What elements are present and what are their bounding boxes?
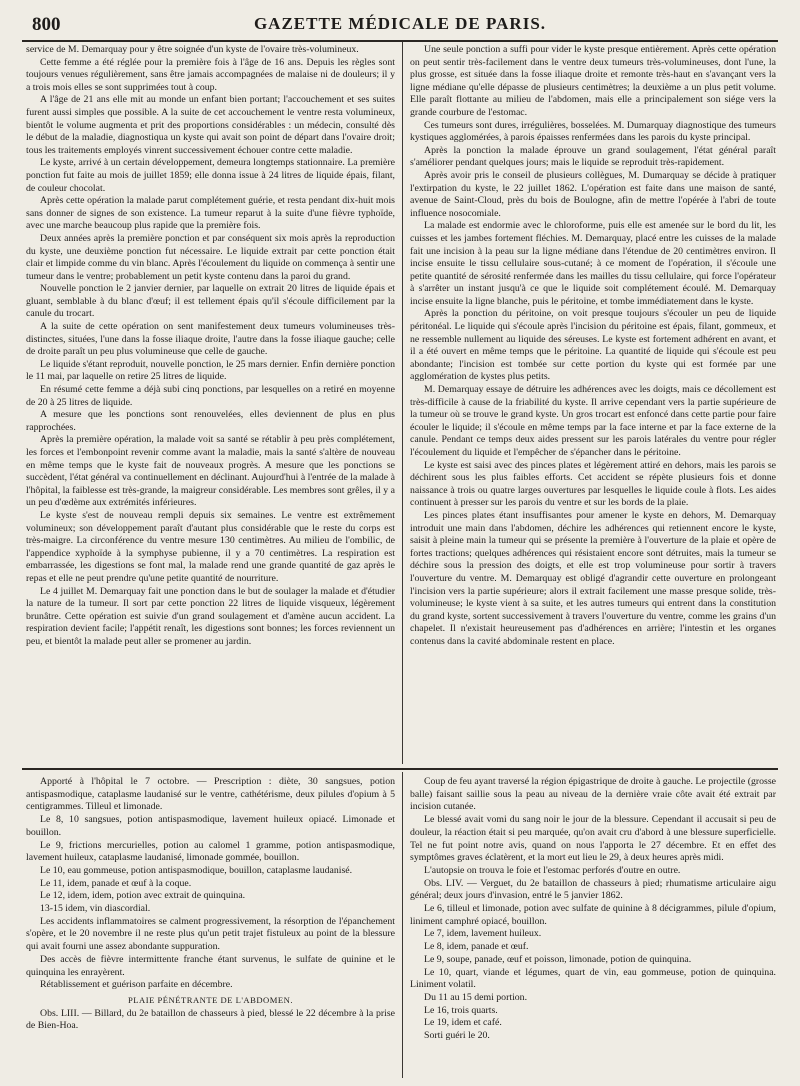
paragraph: Rétablissement et guérison parfaite en décembre.: [40, 979, 233, 991]
paragraph: A l'âge de 21 ans elle mit au monde un enfant bien portant; l'accouchement et ses suites furent aussi simples que possible. A la suite de cet accouchement le ventre resta volumineux, bientôt le volume augmenta et prit des proportions considérables : un médecin, consulté dès le début de la maladie, diagnostiqua un kyste qui avait son point de départ dans l'ovaire droit; tous les traitements employés vinrent successivement échouer contre cette maladie.: [26, 94, 395, 156]
paragraph: Nouvelle ponction le 2 janvier dernier, par laquelle on extrait 20 litres de liquide épais et gluant, semblable à du blanc d'œuf; il est tellement épais qu'il s'écoule difficilement par la canule du trocart.: [26, 283, 395, 320]
paragraph: Du 11 au 15 demi portion.: [424, 991, 528, 1003]
lower-right-column: [410, 776, 776, 1076]
paragraph: Le blessé avait vomi du sang noir le jour de la blessure. Cependant il accusait si peu de douleur, la réaction était si peu marquée, qu'on avait cru d'abord à une blessure superficielle. Tel ne fut point notre avis, quand on nous l'apporta le 27 décembre. Et en effet des symptômes graves éclatèrent, et la mort eut lieu le 29, à deux heures après midi.: [410, 814, 776, 864]
paragraph: Sorti guéri le 20.: [424, 1030, 490, 1042]
paragraph: Après la ponction la malade éprouve un grand soulagement, l'état général paraît s'améliorer pendant quelques jours; mais le liquide se reproduit très-rapidement.: [410, 144, 776, 169]
paragraph: Le kyste est saisi avec des pinces plates et légèrement attiré en dehors, mais les parois se déchirent sous les plus faibles efforts. Cet accident se répète plusieurs fois et donne naissance à trois ou quatre larges ouvertures par lesquelles le liquide coule à flots. Les aides continuent à presser sur les parois du ventre et sur les bords de la plaie.: [410, 459, 776, 509]
paragraph: Après la ponction du péritoine, on voit presque toujours s'écouler un peu de liquide péritonéal. Le liquide qui s'écoule après l'incision du péritoine est épais, filant, gommeux, et ne ressemble nullement au liquide des séreuses. Le kyste est fortement adhérent en avant, et il a été ouvert en même temps que le péritoine. La quantité de liquide qui s'écoule est peu abondante; l'incision est tombée sur cette portion du kyste qui est formée par une agglomération de kystes plus petits.: [410, 308, 776, 383]
paragraph: Le 7, idem, lavement huileux.: [424, 928, 542, 940]
paragraph: A la suite de cette opération on sent manifestement deux tumeurs volumineuses très-distinctes, situées, l'une dans la fosse iliaque droite, l'autre dans la fosse iliaque gauche; celle de droite paraît un peu plus volumineuse que celle de gauche.: [26, 321, 395, 358]
paragraph: Le kyste, arrivé à un certain développement, demeura longtemps stationnaire. La première ponction fut faite au mois de juillet 1859; elle donna issue à 24 litres de liquide épais, filant, de couleur chocolat.: [26, 157, 395, 194]
paragraph: Le 16, trois quarts.: [424, 1004, 498, 1016]
paragraph: En résumé cette femme a déjà subi cinq ponctions, par lesquelles on a retiré en moyenne de 20 à 25 litres de liquide.: [26, 384, 395, 408]
paragraph: M. Demarquay essaye de détruire les adhérences avec les doigts, mais ce décollement est très-difficile à cause de la friabilité du kyste. Il arrive cependant vers la partie supérieure de la tumeur où se trouve le grand kyste. Un gros trocart est enfoncé dans cette partie pour faire écouler le liquide; il s'écoule en même temps par la face interne et par la face externe de la canule. Pendant ce temps deux aides pressent sur les parois latérales du ventre pour régler l'écoulement du liquide et l'empêcher de s'épancher dans le péritoine.: [410, 384, 776, 458]
paragraph: Le 12, idem, idem, potion avec extrait de quinquina.: [40, 890, 246, 902]
paragraph: Les accidents inflammatoires se calment progressivement, la résorption de l'épanchement s'opère, et le 20 novembre il ne reste plus qu'un petit trajet fistuleux au point de la blessure qui avait fourni une assez abondante suppuration.: [26, 915, 395, 953]
page-header: [22, 6, 778, 40]
page-number: 800: [32, 14, 61, 35]
paragraph: Après cette opération la malade parut complétement guérie, et resta pendant dix-huit mois sans donner de signes de son existence. La tumeur reparut à la suite d'une fièvre typhoïde, avec une marche beaucoup plus rapide que la première fois.: [26, 195, 395, 232]
paragraph: Le 6, tilleul et limonade, potion avec sulfate de quinine à 8 décigrammes, pilule d'opium, liniment camphré opiacé, bouillon.: [410, 903, 776, 927]
upper-column-divider: [402, 42, 403, 764]
paragraph: Le 19, idem et café.: [424, 1017, 502, 1029]
lower-left-column: [26, 776, 395, 1076]
paragraph: Deux années après la première ponction et par conséquent six mois après la reproduction du kyste, une deuxième ponction fut nécessaire. Le liquide extrait par cette ponction était clair et limpide comme du vin blanc. Après l'écoulement du liquide on commença à sentir une tumeur dans le ventre; probablement un petit kyste contenu dans la paroi du grand.: [26, 232, 395, 282]
upper-right-column: [410, 44, 776, 760]
paragraph: Le 10, quart, viande et légumes, quart de vin, eau gommeuse, potion de quinquina. Liniment volatil.: [410, 966, 776, 991]
paragraph: Après la première opération, la malade voit sa santé se rétablir à peu près complétement, les forces et l'embonpoint revenir comme avant la maladie, mais la santé s'altère de nouveau en même temps que le kyste fait de nouveaux progrès. A mesure que les ponctions se succèdent, l'état général va continuellement en déclinant. Aujourd'hui à l'entrée de la malade à l'hôpital, la faiblesse est très-grande, la maigreur considérable. Les membres sont grêles, il y a un peu d'œdème aux extrémités inférieures.: [26, 434, 395, 509]
header-rule: [22, 40, 778, 42]
paragraph: Apporté à l'hôpital le 7 octobre. — Prescription : diète, 30 sangsues, potion antispasmodique, cataplasme laudanisé sur le ventre, cathétérisme, deux pilules d'opium à 5 centigrammes. Tilleul et limonade.: [26, 776, 395, 813]
observation-heading: Obs. LIII. — Billard, du 2e bataillon de chasseurs à pied, blessé le 22 décembre à la prise de Bien-Hoa.: [26, 1007, 395, 1032]
paragraph: Le 4 juillet M. Demarquay fait une ponction dans le but de soulager la malade et d'étudier la nature de la tumeur. Il sort par cette ponction 22 litres de liquide visqueux, légèrement brunâtre. Cette opération est suivie d'un grand soulagement et d'amène aucun accident. La respiration devient facile; l'appétit renaît, les digestions sont bonnes; les forces reviennent un peu, et bientôt la malade peut aller se promener au jardin.: [26, 585, 395, 647]
paragraph: Coup de feu ayant traversé la région épigastrique de droite à gauche. Le projectile (grosse balle) faisant saillie sous la peau au niveau de la dernière vraie côte avait été extrait par incision cutanée.: [410, 776, 776, 813]
paragraph: Le liquide s'étant reproduit, nouvelle ponction, le 25 mars dernier. Enfin dernière ponction le 11 mai, par laquelle on retire 25 litres de liquide.: [26, 358, 395, 383]
running-title: GAZETTE MÉDICALE DE PARIS.: [253, 14, 547, 33]
paragraph: Cette femme a été réglée pour la première fois à l'âge de 16 ans. Depuis les règles sont toujours venues régulièrement, sans être jamais accompagnées de malaise ni de douleurs; il y a trois mois elles se sont supprimées tout à coup.: [26, 56, 395, 93]
upper-left-column: [26, 44, 395, 760]
paragraph: Le 8, idem, panade et œuf.: [424, 941, 529, 953]
lower-column-divider: [402, 772, 403, 1078]
paragraph: Le kyste s'est de nouveau rempli depuis six semaines. Le ventre est extrêmement volumineux; son développement paraît d'autant plus considérable que le reste du corps est très-maigre. La circonférence du ventre mesure 130 centimètres. Au milieu de l'ombilic, de l'appendice xyphoïde à la symphyse pubienne, il y a 70 centimètres. La respiration est embarrassée, les digestions se font mal, la malade rend une grande quantité de gaz après le repas et elle ne peut prendre qu'une petite quantité de nourriture.: [26, 509, 395, 584]
paragraph: A mesure que les ponctions sont renouvelées, elles deviennent de plus en plus rapprochées.: [26, 409, 395, 433]
paragraph: Ces tumeurs sont dures, irrégulières, bosselées. M. Dumarquay diagnostique des tumeurs kystiques agglomérées, à parois épaisses renfermées dans les parois du kyste principal.: [410, 119, 776, 144]
paragraph: Le 9, frictions mercurielles, potion au calomel 1 gramme, potion antispasmodique, lavement huileux, cataplasme laudanisé, limonade gommée, bouillon.: [26, 839, 395, 864]
paragraph: Le 8, 10 sangsues, potion antispasmodique, lavement huileux opiacé. Limonade et bouillon.: [26, 814, 395, 838]
paragraph: Le 10, eau gommeuse, potion antispasmodique, bouillon, cataplasme laudanisé.: [40, 864, 353, 876]
paragraph: Le 9, soupe, panade, œuf et poisson, limonade, potion de quinquina.: [424, 953, 692, 965]
paragraph: service de M. Demarquay pour y être soignée d'un kyste de l'ovaire très-volumineux.: [26, 44, 359, 55]
observation-heading: Obs. LIV. — Verguet, du 2e bataillon de chasseurs à pied; rhumatisme articulaire aigu général; deux jours d'invasion, entré le 5 janvier 1862.: [410, 877, 776, 902]
paragraph: Une seule ponction a suffi pour vider le kyste presque entièrement. Après cette opération on peut sentir très-facilement dans le ventre deux tumeurs très-volumineuses, dont l'une, la plus grosse, est située dans la fosse iliaque droite et remonte très-haut en s'avançant vers la ligne médiane qu'elle dépasse de plusieurs centimètres; la deuxième a un plus petit volume. Elle paraît flottante au milieu de l'abdomen, mais elle a principalement son siége vers la grande courbure de l'estomac.: [410, 44, 776, 118]
paragraph: Après avoir pris le conseil de plusieurs collègues, M. Dumarquay se décide à pratiquer l'extirpation du kyste, le 22 juillet 1862. L'opération est faite dans une maison de santé, avenue de Saint-Cloud, près du bois de Boulogne, afin de mettre l'opérée à l'abri de toute influence nosocomiale.: [410, 169, 776, 219]
paragraph: 13-15 idem, vin diascordial.: [40, 903, 151, 915]
paragraph: La malade est endormie avec le chloroforme, puis elle est amenée sur le bord du lit, les cuisses et les jambes fortement fléchies. M. Demarquay, placé entre les cuisses de la malade fait une incision à la peau sur la ligne médiane dans l'étendue de 20 centimètres environ. Il incise ensuite le tissu cellulaire sous-cutané; à ce moment de l'opération, il s'écoule une petite quantité de sérosité renfermée dans les mailles du tissu cellulaire, qui force l'opérateur à s'arrêter un instant jusqu'à ce que le liquide soit complétement écoulé. M. Demarquay incise ensuite la ligne blanche, puis le péritoine, et tombe immédiatement dans le kyste.: [410, 220, 776, 307]
paragraph: L'autopsie on trouva le foie et l'estomac perforés d'outre en outre.: [424, 864, 681, 876]
paragraph: Des accès de fièvre intermittente franche étant survenus, le sulfate de quinine et le quinquina les enrayèrent.: [26, 953, 395, 978]
section-heading: PLAIE PÉNÉTRANTE DE L'ABDOMEN.: [127, 994, 294, 1005]
paragraph: Le 11, idem, panade et œuf à la coque.: [40, 877, 192, 889]
section-rule: [22, 768, 778, 770]
paragraph: Les pinces plates étant insuffisantes pour amener le kyste en dehors, M. Demarquay introduit une main dans l'abdomen, déchire les adhérences qui retiennent encore le kyste, saisit à pleine main la tumeur qui se présente la première à l'ouverture de la plaie et opère de fortes tractions; quelques adhérences qui résistaient encore sont détruites, mais la tumeur se déchire sous la pression des doigts, et elle est trop volumineuse pour sortir à travers l'ouverture du ventre. M. Demarquay est obligé d'agrandir cette ouverture en prolongeant l'incision vers la partie supérieure; alors il extrait facilement une masse presque solide, très-volumineuse; le kyste vient à sa suite, et les autres tumeurs qui entrent dans la constitution du grand kyste, sortent successivement à travers l'ouverture du ventre, comme les grains d'un chapelet. Il n'existait heureusement pas d'adhérences en arrière; l'intestin et les organes contenus dans la cavité abdominale restent en place.: [410, 509, 776, 647]
